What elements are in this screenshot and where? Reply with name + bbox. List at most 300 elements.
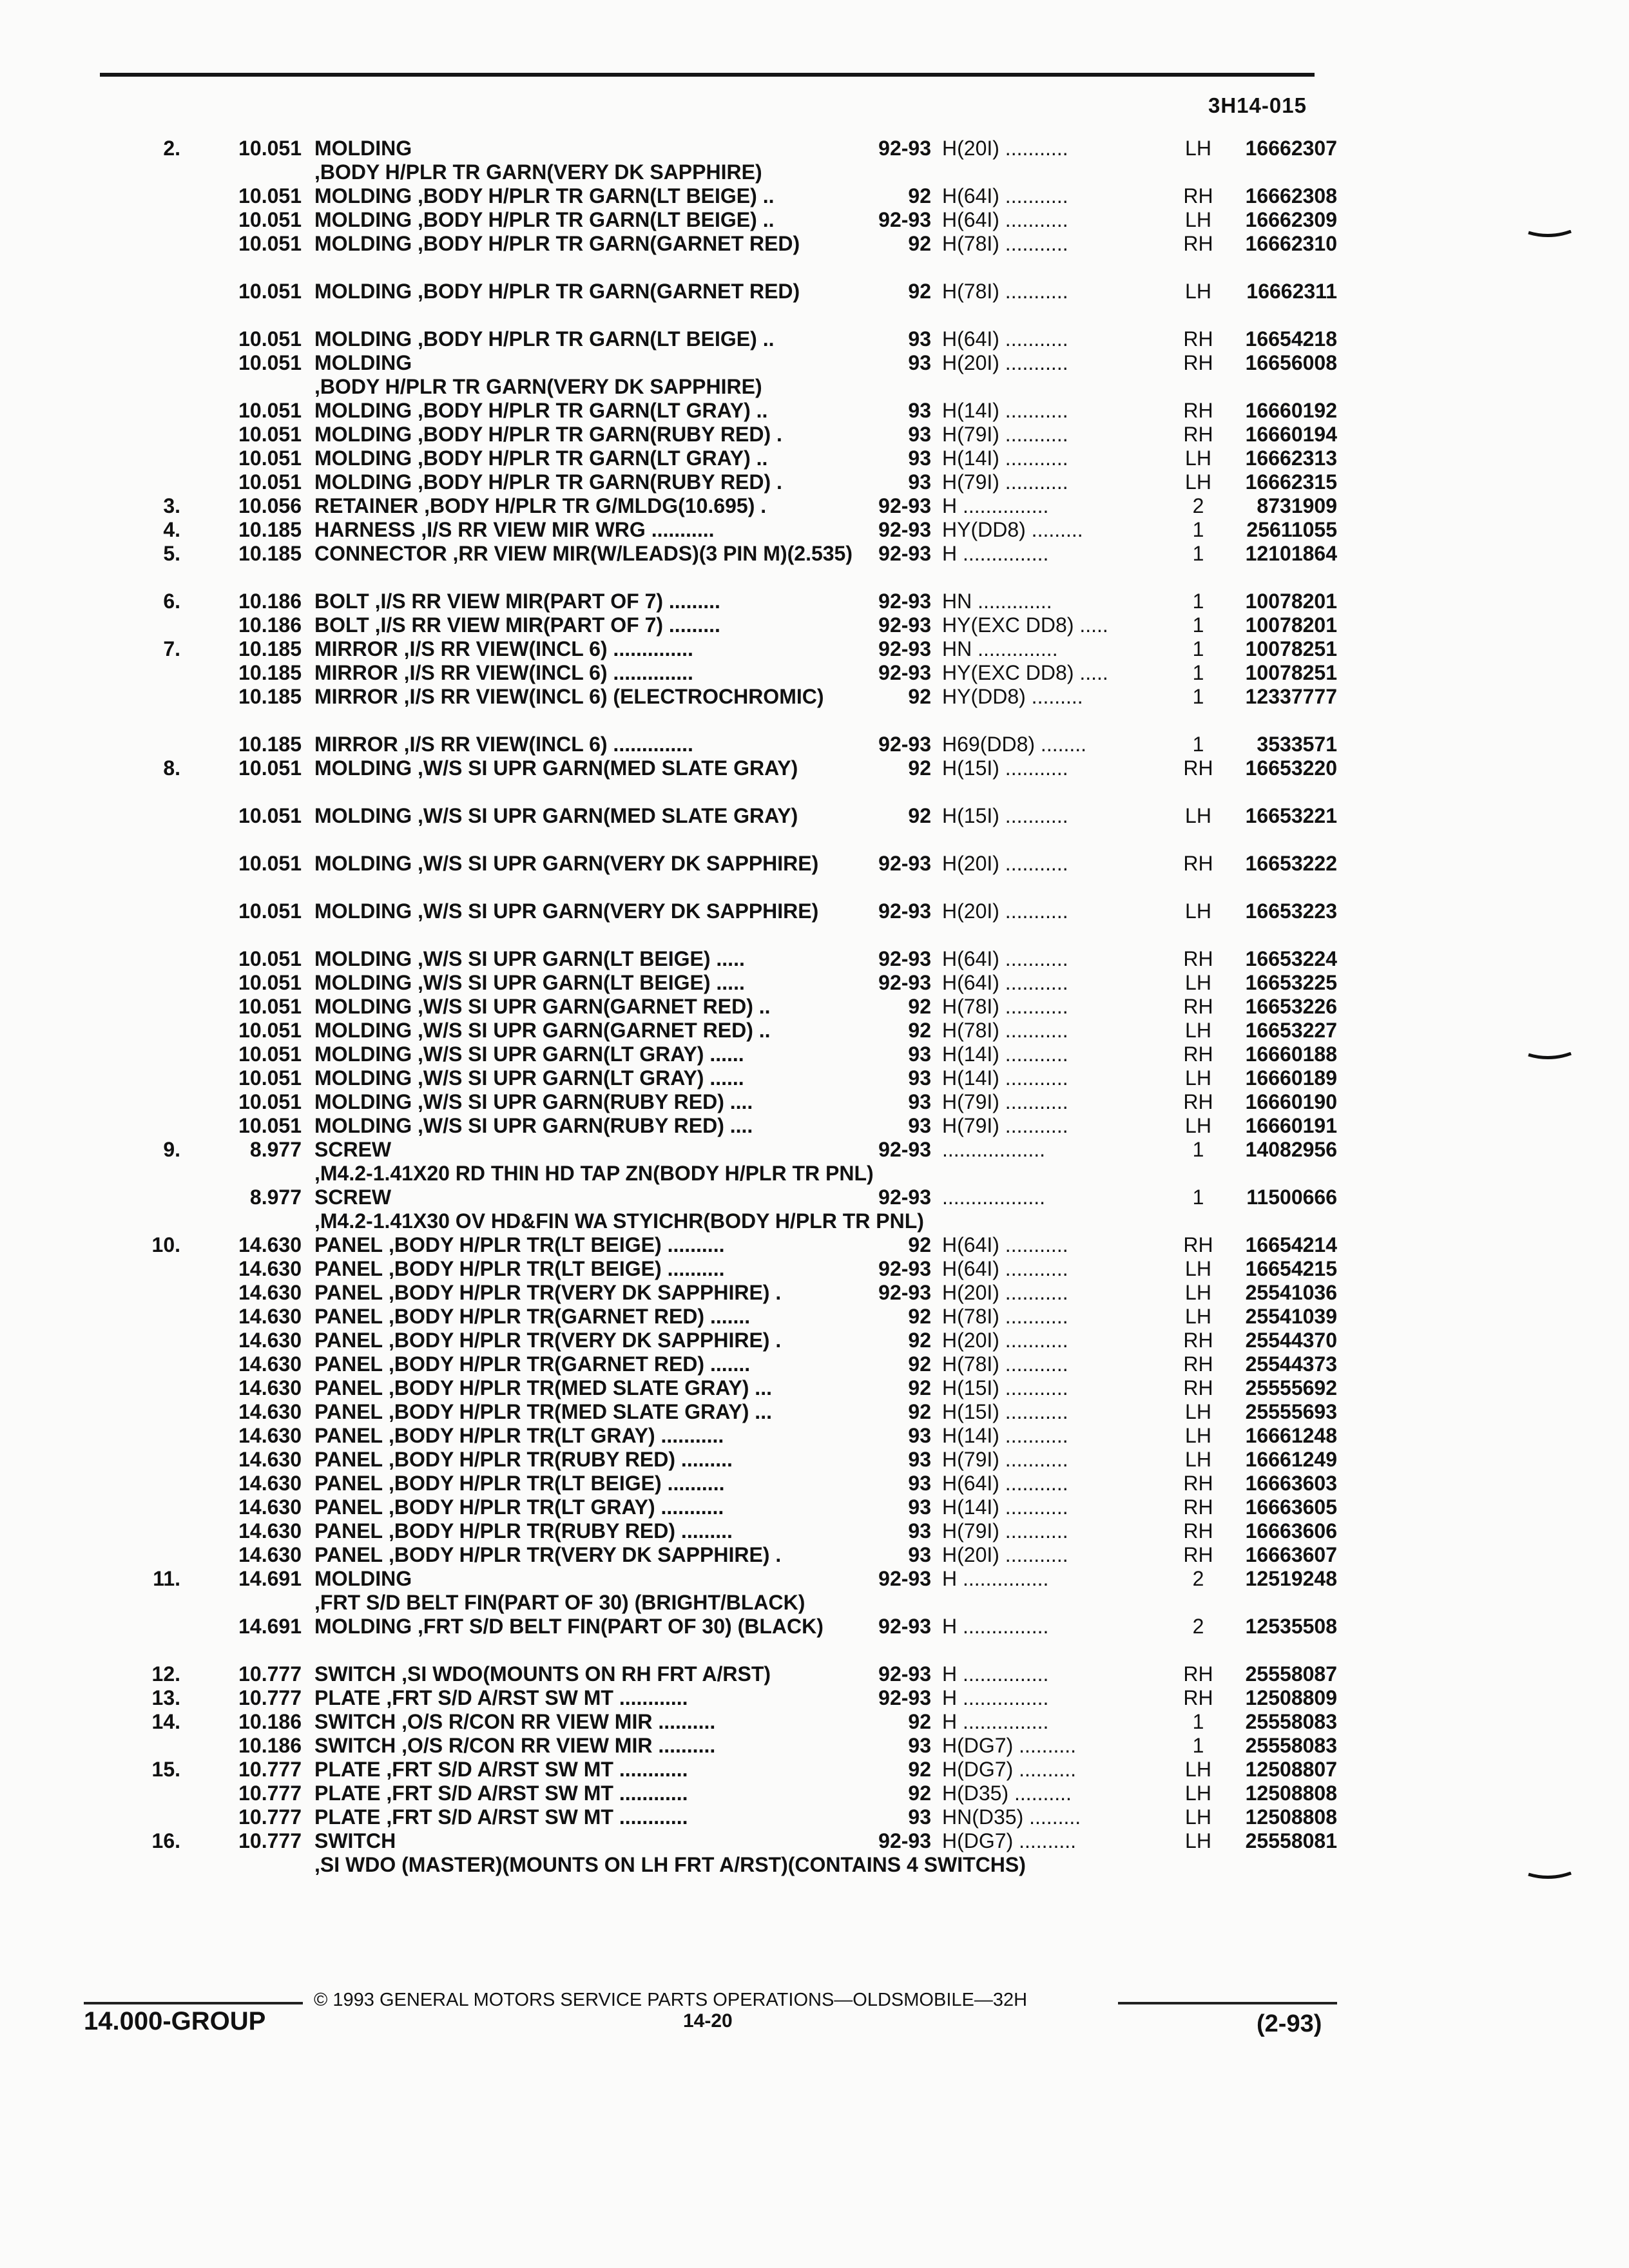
part-number: 16653225	[1245, 971, 1337, 994]
quantity: RH	[1183, 1043, 1213, 1066]
parts-row	[0, 1543, 1629, 1567]
group-number: 10.051	[238, 447, 302, 470]
part-name: PANEL	[314, 1400, 383, 1423]
part-name: PANEL	[314, 1352, 383, 1376]
model-years: 92-93	[878, 1281, 931, 1304]
part-number: 12101864	[1245, 542, 1337, 565]
part-detail: BODY H/PLR TR(LT BEIGE) ..........	[394, 1472, 725, 1495]
group-number: 10.051	[238, 947, 302, 970]
part-name: MOLDING	[314, 1114, 412, 1137]
part-detail: BODY H/PLR TR GARN(GARNET RED)	[423, 232, 800, 255]
usage-code: H ...............	[942, 1662, 1049, 1686]
part-description: PANEL ,BODY H/PLR TR(LT BEIGE) ..........	[314, 1233, 725, 1256]
part-detail: RR VIEW MIR(W/LEADS)(3 PIN M)(2.535)	[458, 542, 853, 565]
parts-row	[0, 518, 1629, 542]
usage-code: H(15I) ...........	[942, 756, 1068, 780]
part-description: PANEL ,BODY H/PLR TR(LT GRAY) ...........	[314, 1495, 724, 1519]
model-years: 93	[908, 423, 931, 446]
quantity: LH	[1185, 1829, 1211, 1852]
parts-row	[0, 852, 1629, 899]
item-number: 10.	[151, 1233, 180, 1256]
part-description: BOLT ,I/S RR VIEW MIR(PART OF 7) .........	[314, 613, 720, 637]
quantity: 2	[1192, 1615, 1204, 1638]
part-detail: W/S SI UPR GARN(LT BEIGE) .....	[423, 971, 745, 994]
part-description: PANEL ,BODY H/PLR TR(VERY DK SAPPHIRE) .	[314, 1281, 782, 1304]
usage-code: H(79I) ...........	[942, 1090, 1068, 1113]
group-number: 10.185	[238, 518, 302, 541]
model-years: 92	[908, 280, 931, 303]
model-years: 92-93	[878, 733, 931, 756]
item-number: 2.	[163, 137, 180, 160]
usage-code: H(15I) ...........	[942, 804, 1068, 827]
part-number: 25558087	[1245, 1662, 1337, 1686]
part-name: MOLDING	[314, 756, 412, 780]
part-detail: BODY H/PLR TR(LT GRAY) ...........	[394, 1424, 724, 1447]
model-years: 92	[908, 804, 931, 827]
part-detail: I/S RR VIEW MIR(PART OF 7) .........	[380, 613, 720, 637]
group-number: 14.630	[238, 1329, 302, 1352]
usage-code: HY(EXC DD8) .....	[942, 613, 1108, 637]
part-number: 16662315	[1245, 470, 1337, 494]
part-detail: BODY H/PLR TR GARN(VERY DK SAPPHIRE)	[320, 160, 762, 184]
model-years: 92	[908, 184, 931, 207]
part-description: MOLDING ,BODY H/PLR TR GARN(LT BEIGE) ..	[314, 184, 775, 207]
part-description: HARNESS ,I/S RR VIEW MIR WRG ...........	[314, 518, 715, 541]
quantity: 1	[1192, 733, 1204, 756]
part-number: 16653222	[1245, 852, 1337, 875]
part-detail: BODY H/PLR TR(LT BEIGE) ..........	[394, 1233, 725, 1256]
parts-row	[0, 470, 1629, 494]
part-description: MOLDING ,W/S SI UPR GARN(VERY DK SAPPHIRE)	[314, 852, 819, 875]
usage-code: H(64I) ...........	[942, 947, 1068, 970]
quantity: RH	[1183, 399, 1213, 422]
part-name: MOLDING	[314, 971, 412, 994]
group-number: 10.186	[238, 1710, 302, 1733]
part-description: MIRROR ,I/S RR VIEW(INCL 6) ..............	[314, 661, 693, 684]
part-name: MOLDING	[314, 399, 412, 422]
model-years: 92	[908, 1233, 931, 1256]
part-description: PLATE ,FRT S/D A/RST SW MT ............	[314, 1686, 688, 1709]
usage-code: HN(D35) .........	[942, 1805, 1081, 1829]
part-name: PLATE	[314, 1758, 381, 1781]
model-years: 92-93	[878, 1186, 931, 1209]
parts-row	[0, 1495, 1629, 1519]
part-number: 10078201	[1245, 613, 1337, 637]
part-number: 16662309	[1245, 208, 1337, 231]
part-description: MIRROR ,I/S RR VIEW(INCL 6) ..............	[314, 733, 693, 756]
group-number: 10.051	[238, 804, 302, 827]
usage-code: H(15I) ...........	[942, 1400, 1068, 1423]
part-description: MOLDING ,FRT S/D BELT FIN(PART OF 30) (BLACK)	[314, 1615, 824, 1638]
usage-code: HY(DD8) .........	[942, 518, 1083, 541]
part-number: 25555693	[1245, 1400, 1337, 1423]
part-detail: W/S SI UPR GARN(LT GRAY) ......	[423, 1043, 744, 1066]
part-name: MOLDING	[314, 232, 412, 255]
part-number: 16663606	[1245, 1519, 1337, 1542]
parts-row	[0, 137, 1629, 184]
group-number: 14.630	[238, 1543, 302, 1566]
part-detail: I/S RR VIEW MIR(PART OF 7) .........	[380, 590, 720, 613]
part-name: PLATE	[314, 1805, 381, 1829]
parts-row	[0, 327, 1629, 351]
part-name: SWITCH	[314, 1734, 396, 1757]
part-description: MOLDING ,BODY H/PLR TR GARN(RUBY RED) .	[314, 470, 782, 494]
parts-row	[0, 1829, 1629, 1877]
quantity: LH	[1185, 899, 1211, 923]
part-detail: W/S SI UPR GARN(MED SLATE GRAY)	[423, 804, 798, 827]
model-years: 92-93	[878, 1686, 931, 1709]
quantity: RH	[1183, 1352, 1213, 1376]
model-years: 92-93	[878, 852, 931, 875]
part-name: PANEL	[314, 1519, 383, 1542]
parts-row	[0, 590, 1629, 613]
part-description: MIRROR ,I/S RR VIEW(INCL 6) ..............	[314, 637, 693, 660]
part-description: PANEL ,BODY H/PLR TR(RUBY RED) .........	[314, 1448, 733, 1471]
quantity: RH	[1183, 1472, 1213, 1495]
part-detail: BODY H/PLR TR GARN(LT GRAY) ..	[423, 399, 768, 422]
quantity: 1	[1192, 1710, 1204, 1733]
part-name: PANEL	[314, 1472, 383, 1495]
part-detail: W/S SI UPR GARN(RUBY RED) ....	[423, 1114, 753, 1137]
part-name: MOLDING	[314, 423, 412, 446]
parts-row	[0, 399, 1629, 423]
usage-code: H ...............	[942, 1615, 1049, 1638]
part-name: MOLDING	[314, 1066, 412, 1090]
date-code: (2-93)	[1257, 2010, 1322, 2037]
part-description: MOLDING ,BODY H/PLR TR GARN(RUBY RED) .	[314, 423, 782, 446]
parts-row	[0, 1710, 1629, 1734]
group-number: 10.186	[238, 1734, 302, 1757]
usage-code: HY(EXC DD8) .....	[942, 661, 1108, 684]
part-description: SWITCH ,SI WDO(MOUNTS ON RH FRT A/RST)	[314, 1662, 771, 1686]
part-name: MIRROR	[314, 685, 398, 708]
parts-row	[0, 1758, 1629, 1782]
copyright-line: © 1993 GENERAL MOTORS SERVICE PARTS OPERATIONS—OLDSMOBILE—32H	[314, 1990, 1028, 2010]
part-description: PANEL ,BODY H/PLR TR(LT BEIGE) ..........	[314, 1472, 725, 1495]
usage-code: HN ..............	[942, 637, 1058, 660]
usage-code: H(D35) ..........	[942, 1782, 1072, 1805]
group-number: 14.630	[238, 1305, 302, 1328]
usage-code: H(79I) ...........	[942, 423, 1068, 446]
part-number: 16660192	[1245, 399, 1337, 422]
part-detail: FRT S/D BELT FIN(PART OF 30) (BRIGHT/BLACK)	[320, 1591, 805, 1614]
part-name: MOLDING	[314, 804, 412, 827]
part-name: PANEL	[314, 1233, 383, 1256]
part-name: CONNECTOR	[314, 542, 447, 565]
part-number: 16662310	[1245, 232, 1337, 255]
part-name: PANEL	[314, 1543, 383, 1566]
group-number: 14.630	[238, 1281, 302, 1304]
footer-rule-right	[1118, 2002, 1337, 2004]
quantity: LH	[1185, 1400, 1211, 1423]
part-description: MOLDING ,FRT S/D BELT FIN(PART OF 30) (BRIGHT/BLACK)	[314, 1567, 805, 1614]
quantity: RH	[1183, 327, 1213, 351]
quantity: RH	[1183, 1686, 1213, 1709]
item-number: 8.	[163, 756, 180, 780]
parts-row	[0, 1352, 1629, 1376]
part-number: 25541039	[1245, 1305, 1337, 1328]
part-name: MIRROR	[314, 661, 398, 684]
part-number: 16653227	[1245, 1019, 1337, 1042]
item-number: 15.	[151, 1758, 180, 1781]
usage-code: H(79I) ...........	[942, 1448, 1068, 1471]
part-description: PANEL ,BODY H/PLR TR(LT GRAY) ...........	[314, 1424, 724, 1447]
model-years: 92-93	[878, 1662, 931, 1686]
usage-code: H(64I) ...........	[942, 208, 1068, 231]
model-years: 93	[908, 1472, 931, 1495]
part-name: MOLDING	[314, 1043, 412, 1066]
group-number: 10.777	[238, 1805, 302, 1829]
model-years: 92-93	[878, 518, 931, 541]
part-detail: I/S RR VIEW(INCL 6) (ELECTROCHROMIC)	[409, 685, 824, 708]
group-number: 10.051	[238, 351, 302, 374]
part-name: MOLDING	[314, 327, 412, 351]
usage-code: H(20I) ...........	[942, 351, 1068, 374]
part-description: PANEL ,BODY H/PLR TR(GARNET RED) .......	[314, 1352, 751, 1376]
quantity: RH	[1183, 351, 1213, 374]
group-number: 10.051	[238, 899, 302, 923]
quantity: RH	[1183, 852, 1213, 875]
model-years: 93	[908, 1090, 931, 1113]
parts-row	[0, 1305, 1629, 1329]
part-description: SCREW ,M4.2-1.41X30 OV HD&FIN WA STYICHR(BODY H/PLR TR PNL)	[314, 1186, 924, 1233]
part-description: MIRROR ,I/S RR VIEW(INCL 6) (ELECTROCHROMIC)	[314, 685, 824, 708]
part-number: 25611055	[1246, 518, 1337, 541]
usage-code: H(78I) ...........	[942, 1019, 1068, 1042]
quantity: LH	[1185, 971, 1211, 994]
quantity: 1	[1192, 590, 1204, 613]
binder-tick-mark	[1527, 230, 1572, 240]
part-number: 25544373	[1245, 1352, 1337, 1376]
quantity: RH	[1183, 1662, 1213, 1686]
parts-row	[0, 995, 1629, 1019]
parts-row	[0, 685, 1629, 733]
part-number: 16663603	[1245, 1472, 1337, 1495]
quantity: LH	[1185, 1448, 1211, 1471]
model-years: 92	[908, 756, 931, 780]
part-detail: BODY H/PLR TR(MED SLATE GRAY) ...	[394, 1376, 772, 1399]
usage-code: ..................	[942, 1186, 1046, 1209]
part-name: MOLDING	[314, 208, 412, 231]
usage-code: H ...............	[942, 494, 1049, 517]
part-description: MOLDING ,BODY H/PLR TR GARN(GARNET RED)	[314, 232, 800, 255]
model-years: 92-93	[878, 137, 931, 160]
quantity: LH	[1185, 804, 1211, 827]
model-years: 92-93	[878, 1615, 931, 1638]
part-name: SWITCH	[314, 1710, 396, 1733]
group-number: 10.051	[238, 852, 302, 875]
parts-row	[0, 1186, 1629, 1233]
group-number: 14.630	[238, 1400, 302, 1423]
part-name: MOLDING	[314, 852, 412, 875]
part-description: MOLDING ,W/S SI UPR GARN(MED SLATE GRAY)	[314, 756, 798, 780]
model-years: 92	[908, 685, 931, 708]
model-years: 92	[908, 1376, 931, 1399]
part-number: 12508808	[1245, 1782, 1337, 1805]
part-name: MOLDING	[314, 184, 412, 207]
part-name: SCREW	[314, 1186, 392, 1209]
quantity: RH	[1183, 1376, 1213, 1399]
parts-row	[0, 1472, 1629, 1495]
part-detail: M4.2-1.41X20 RD THIN HD TAP ZN(BODY H/PLR TR PNL)	[320, 1162, 874, 1185]
quantity: LH	[1185, 1424, 1211, 1447]
part-detail: W/S SI UPR GARN(MED SLATE GRAY)	[423, 756, 798, 780]
usage-code: H(64I) ...........	[942, 1233, 1068, 1256]
usage-code: HN .............	[942, 590, 1052, 613]
quantity: LH	[1185, 1114, 1211, 1137]
quantity: 1	[1192, 542, 1204, 565]
part-number: 12508809	[1245, 1686, 1337, 1709]
part-description: MOLDING ,BODY H/PLR TR GARN(VERY DK SAPPHIRE)	[314, 351, 762, 398]
quantity: LH	[1185, 447, 1211, 470]
model-years: 93	[908, 1114, 931, 1137]
part-name: MOLDING	[314, 470, 412, 494]
model-years: 93	[908, 1448, 931, 1471]
quantity: LH	[1185, 1782, 1211, 1805]
part-description: RETAINER ,BODY H/PLR TR G/MLDG(10.695) .	[314, 494, 767, 517]
part-description: MOLDING ,W/S SI UPR GARN(MED SLATE GRAY)	[314, 804, 798, 827]
item-number: 12.	[151, 1662, 180, 1686]
part-name: PANEL	[314, 1376, 383, 1399]
part-name: PANEL	[314, 1257, 383, 1280]
item-number: 4.	[163, 518, 180, 541]
quantity: 1	[1192, 613, 1204, 637]
parts-row	[0, 1519, 1629, 1543]
usage-code: H(20I) ...........	[942, 1543, 1068, 1566]
quantity: LH	[1185, 1758, 1211, 1781]
usage-code: H(64I) ...........	[942, 327, 1068, 351]
quantity: 2	[1192, 494, 1204, 517]
model-years: 92-93	[878, 637, 931, 660]
part-detail: BODY H/PLR TR(RUBY RED) .........	[394, 1519, 733, 1542]
part-description: MOLDING ,W/S SI UPR GARN(LT BEIGE) .....	[314, 947, 745, 970]
page-number: 14-20	[683, 2010, 733, 2032]
parts-row	[0, 1281, 1629, 1305]
part-number: 12508808	[1245, 1805, 1337, 1829]
part-detail: O/S R/CON RR VIEW MIR ..........	[407, 1734, 716, 1757]
parts-row	[0, 1138, 1629, 1186]
part-number: 16662313	[1245, 447, 1337, 470]
part-description: PLATE ,FRT S/D A/RST SW MT ............	[314, 1805, 688, 1829]
part-name: PLATE	[314, 1782, 381, 1805]
parts-row	[0, 613, 1629, 637]
part-detail: O/S R/CON RR VIEW MIR ..........	[407, 1710, 716, 1733]
usage-code: H(64I) ...........	[942, 1257, 1068, 1280]
part-description: MOLDING ,W/S SI UPR GARN(LT GRAY) ......	[314, 1066, 744, 1090]
group-number: 10.051	[238, 1066, 302, 1090]
part-description: MOLDING ,W/S SI UPR GARN(RUBY RED) ....	[314, 1090, 753, 1113]
model-years: 93	[908, 1543, 931, 1566]
parts-row	[0, 494, 1629, 518]
usage-code: H(DG7) ..........	[942, 1758, 1077, 1781]
quantity: LH	[1185, 1066, 1211, 1090]
part-number: 16654214	[1245, 1233, 1337, 1256]
group-number: 14.630	[238, 1257, 302, 1280]
part-number: 16661248	[1245, 1424, 1337, 1447]
parts-row	[0, 447, 1629, 470]
quantity: 1	[1192, 637, 1204, 660]
part-name: MOLDING	[314, 1019, 412, 1042]
part-number: 16663605	[1245, 1495, 1337, 1519]
parts-row	[0, 280, 1629, 327]
part-description: MOLDING ,BODY H/PLR TR GARN(LT BEIGE) ..	[314, 208, 775, 231]
part-description: PANEL ,BODY H/PLR TR(MED SLATE GRAY) ...	[314, 1376, 772, 1399]
quantity: RH	[1183, 1090, 1213, 1113]
part-detail: I/S RR VIEW(INCL 6) ..............	[409, 661, 693, 684]
parts-row	[0, 1805, 1629, 1829]
quantity: RH	[1183, 1543, 1213, 1566]
part-detail: FRT S/D A/RST SW MT ............	[392, 1782, 688, 1805]
model-years: 92	[908, 1758, 931, 1781]
group-number: 10.051	[238, 1114, 302, 1137]
group-number: 10.777	[238, 1829, 302, 1852]
part-number: 16654215	[1245, 1257, 1337, 1280]
usage-code: H ...............	[942, 1710, 1049, 1733]
part-name: MIRROR	[314, 637, 398, 660]
part-detail: I/S RR VIEW MIR WRG ...........	[427, 518, 715, 541]
parts-row	[0, 1424, 1629, 1448]
part-detail: BODY H/PLR TR(LT BEIGE) ..........	[394, 1257, 725, 1280]
group-number: 10.051	[238, 470, 302, 494]
quantity: LH	[1185, 1257, 1211, 1280]
parts-row	[0, 1615, 1629, 1662]
part-detail: BODY H/PLR TR(VERY DK SAPPHIRE) .	[394, 1281, 782, 1304]
part-description: SWITCH ,SI WDO (MASTER)(MOUNTS ON LH FRT A/RST)(CONTAINS 4 SWITCHS)	[314, 1829, 1026, 1876]
parts-row	[0, 208, 1629, 232]
part-detail: BODY H/PLR TR(LT GRAY) ...........	[394, 1495, 724, 1519]
part-name: MOLDING	[314, 899, 412, 923]
model-years: 92-93	[878, 613, 931, 637]
part-detail: BODY H/PLR TR(GARNET RED) .......	[394, 1352, 751, 1376]
part-number: 8731909	[1257, 494, 1337, 517]
part-description: CONNECTOR ,RR VIEW MIR(W/LEADS)(3 PIN M)(2.535)	[314, 542, 853, 565]
part-detail: FRT S/D BELT FIN(PART OF 30) (BLACK)	[423, 1615, 824, 1638]
group-number: 10.777	[238, 1686, 302, 1709]
model-years: 92-93	[878, 590, 931, 613]
model-years: 93	[908, 470, 931, 494]
part-detail: BODY H/PLR TR(VERY DK SAPPHIRE) .	[394, 1543, 782, 1566]
part-detail: BODY H/PLR TR GARN(GARNET RED)	[423, 280, 800, 303]
model-years: 92-93	[878, 494, 931, 517]
parts-row	[0, 1257, 1629, 1281]
model-years: 92	[908, 1019, 931, 1042]
item-number: 3.	[163, 494, 180, 517]
part-number: 16662311	[1246, 280, 1337, 303]
part-detail: W/S SI UPR GARN(RUBY RED) ....	[423, 1090, 753, 1113]
parts-row	[0, 947, 1629, 971]
part-name: BOLT	[314, 590, 369, 613]
parts-row	[0, 1114, 1629, 1138]
usage-code: H(14I) ...........	[942, 1495, 1068, 1519]
part-number: 16660191	[1245, 1114, 1337, 1137]
part-number: 16663607	[1245, 1543, 1337, 1566]
part-number: 16661249	[1245, 1448, 1337, 1471]
item-number: 11.	[153, 1567, 180, 1590]
part-detail: W/S SI UPR GARN(LT BEIGE) .....	[423, 947, 745, 970]
part-detail: BODY H/PLR TR(VERY DK SAPPHIRE) .	[394, 1329, 782, 1352]
part-description: PANEL ,BODY H/PLR TR(VERY DK SAPPHIRE) .	[314, 1329, 782, 1352]
usage-code: H(14I) ...........	[942, 1043, 1068, 1066]
part-number: 25558081	[1245, 1829, 1337, 1852]
part-description: MOLDING ,BODY H/PLR TR GARN(VERY DK SAPPHIRE)	[314, 137, 762, 184]
usage-code: H(14I) ...........	[942, 1424, 1068, 1447]
part-number: 16653224	[1245, 947, 1337, 970]
part-name: MOLDING	[314, 1090, 412, 1113]
parts-list	[0, 137, 1629, 1877]
part-number: 25558083	[1245, 1734, 1337, 1757]
group-number: 10.185	[238, 542, 302, 565]
group-number: 10.056	[238, 494, 302, 517]
